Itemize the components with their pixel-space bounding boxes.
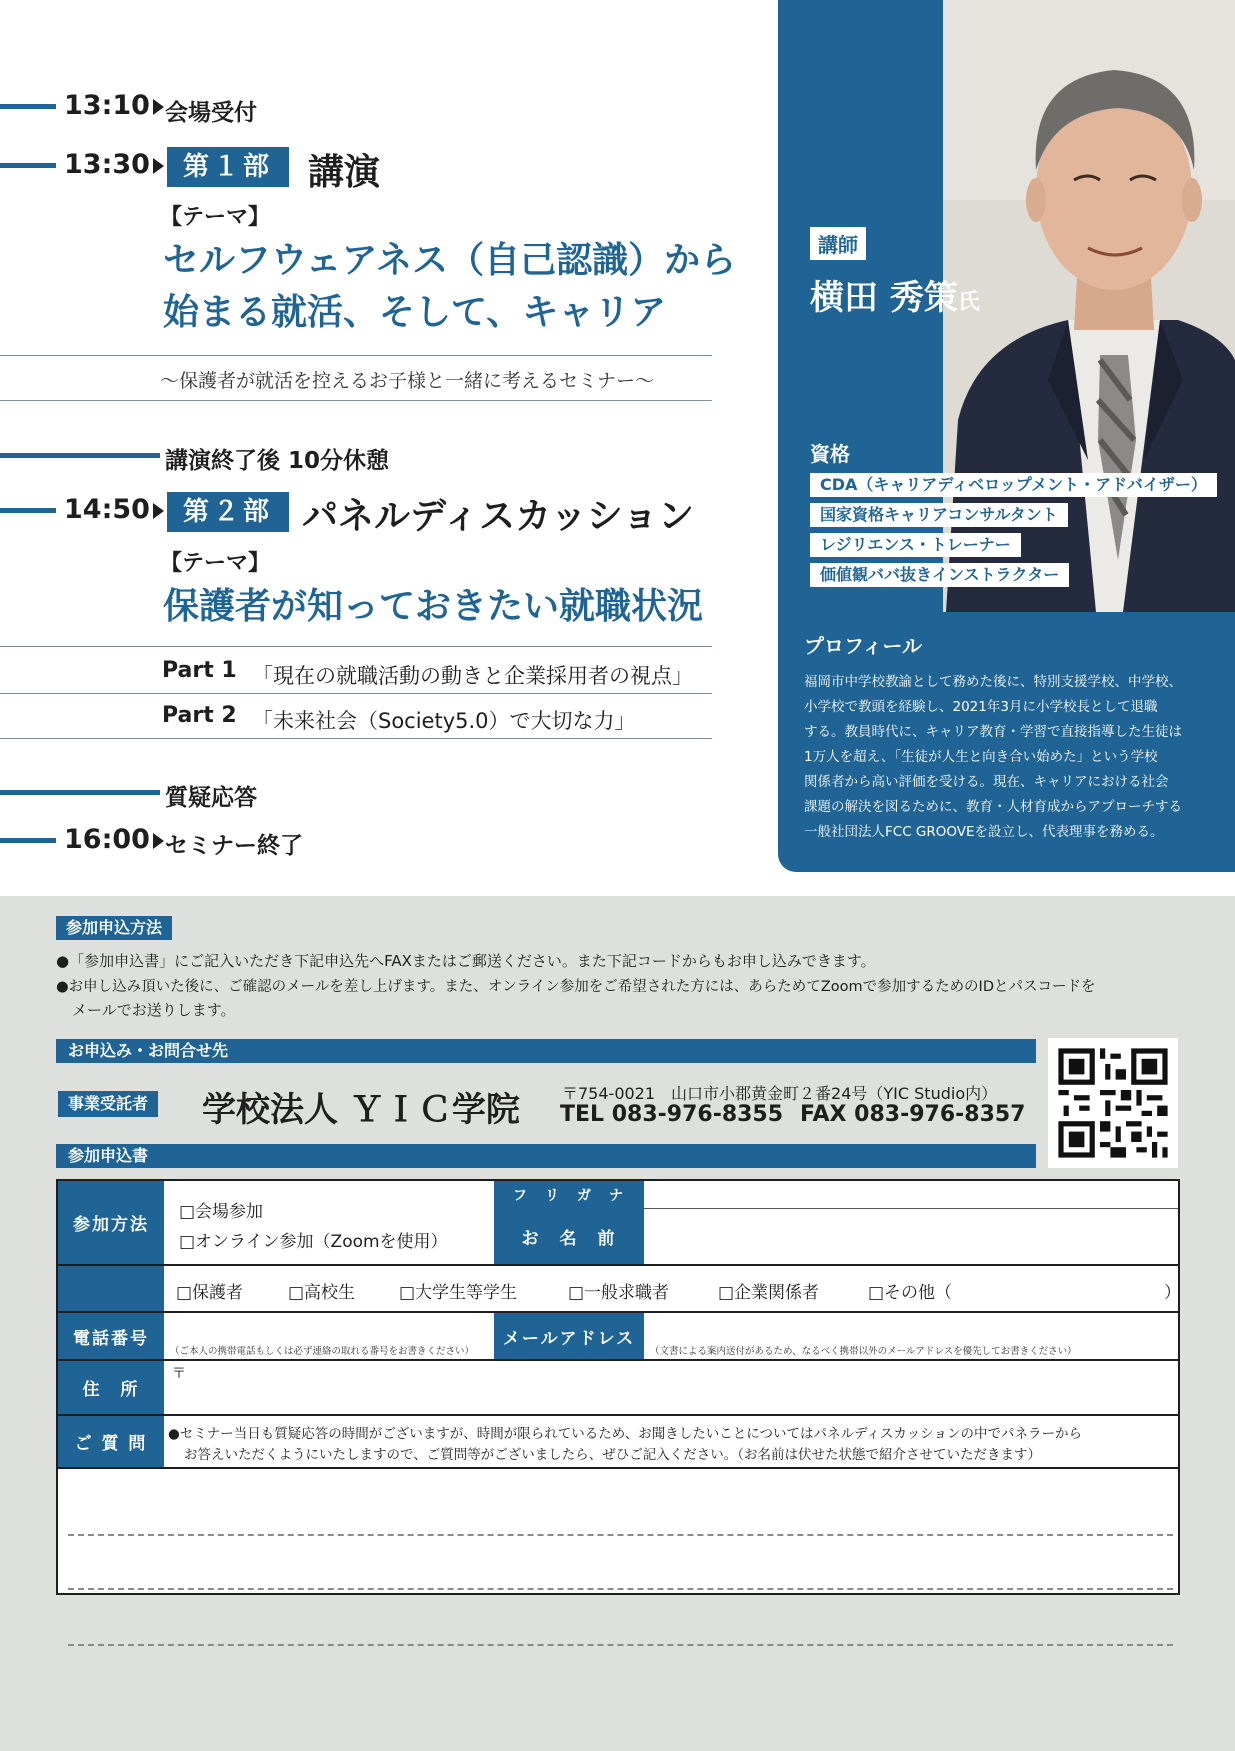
furigana-label: フ リ ガ ナ: [494, 1181, 644, 1209]
qa-label: 質疑応答: [165, 785, 257, 811]
divider: [0, 400, 712, 401]
profile-text: 福岡市中学校教諭として務めた後に、特別支援学校、中学校、 小学校で教頭を経験し、2021年3月に小学校長として退職 する。教員時代に、キャリア教育・学習で直接指導した生徒は 1万人を超え、「生徒が人生と向き合い始めた」という学校 関係者から高い評価を受ける。現在、キャリアにおける社会 課題の解決を図るために、教育・人材育成からアプローチする 一般社団法人FCC GROOVEを設立し、代表理事を務める。: [804, 674, 1182, 840]
divider: [0, 738, 712, 739]
timeline-bar-3: [0, 508, 56, 513]
part1-theme-line1: セルフウェアネス（自己認識）から: [163, 240, 737, 281]
category-jobseeker[interactable]: □一般求職者: [568, 1283, 670, 1303]
application-form-table: [56, 1179, 1180, 1595]
part2-title: パネルディスカッション: [302, 496, 695, 537]
qualification-item: 国家資格キャリアコンサルタント: [810, 503, 1068, 527]
part2-item2-label: Part 2: [162, 703, 237, 728]
method-bullet-2: ●お申し込み頂いた後に、ご確認のメールを差し上げます。また、オンライン参加をご希望された方には、あらためてZoomで参加するためのIDとパスコードを: [56, 979, 1096, 995]
operator-name: 学校法人 ＹＩＣ学院: [202, 1090, 520, 1130]
phone-field[interactable]: [164, 1313, 494, 1361]
part2-item2-text: 「未来社会（Society5.0）で大切な力」: [252, 709, 636, 733]
furigana-field[interactable]: [644, 1181, 1178, 1209]
part1-subtitle: 〜保護者が就活を控えるお子様と一緒に考えるセミナー〜: [160, 370, 655, 392]
part1-title: 講演: [308, 152, 381, 193]
time-1600: 16:00: [64, 824, 168, 855]
timeline-bar-1: [0, 104, 56, 109]
event-reception: 会場受付: [165, 100, 257, 126]
time-1330: 13:30: [64, 149, 168, 180]
event-end: セミナー終了: [165, 833, 303, 859]
category-other-close: ）: [1164, 1283, 1181, 1303]
email-field[interactable]: [644, 1313, 1178, 1361]
question-answer-area[interactable]: [58, 1469, 1178, 1593]
break-label: 講演終了後 10分休憩: [165, 448, 390, 474]
category-options: [164, 1266, 1181, 1313]
part1-theme-label: 【テーマ】: [160, 205, 271, 230]
qualifications-heading: 資格: [810, 442, 850, 466]
part2-badge: 第２部: [167, 492, 289, 532]
email-label: メールアドレス: [494, 1313, 644, 1361]
tel-number: TEL 083-976-8355: [560, 1102, 784, 1127]
option-online[interactable]: □オンライン参加（Zoomを使用）: [179, 1232, 448, 1252]
name-field[interactable]: [644, 1209, 1178, 1266]
qualification-item: 価値観ババ抜きインストラクター: [810, 563, 1069, 587]
option-venue[interactable]: □会場参加: [179, 1202, 264, 1222]
phone-label: 電話番号: [58, 1313, 164, 1361]
answer-line: [68, 1588, 1173, 1590]
part2-item1-label: Part 1: [162, 658, 237, 683]
method-label: 参加方法: [58, 1181, 164, 1266]
category-label: [58, 1266, 164, 1313]
address-field[interactable]: [164, 1361, 1178, 1416]
divider: [0, 693, 712, 694]
application-section: [0, 896, 1235, 1751]
part2-theme-title: 保護者が知っておきたい就職状況: [163, 586, 704, 627]
method-heading: 参加申込方法: [56, 916, 172, 940]
part2-theme-label: 【テーマ】: [160, 551, 271, 576]
timeline-bar-4: [0, 838, 56, 843]
arrow-right-icon: [153, 99, 164, 115]
qualification-item: CDA（キャリアディベロップメント・アドバイザー）: [810, 473, 1217, 497]
contact-bar: お申込み・お問合せ先: [56, 1039, 1036, 1063]
form-bar: 参加申込書: [56, 1144, 1036, 1168]
method-bullet-1: ●「参加申込書」にご記入いただき下記申込先へFAXまたはご郵送ください。また下記コードからもお申し込みできます。: [56, 952, 876, 970]
category-company[interactable]: □企業関係者: [718, 1283, 820, 1303]
phone-note: （ご本人の携帯電話もしくは必ず連絡の取れる番号をお書きください）: [170, 1346, 475, 1357]
answer-line: [68, 1644, 1173, 1646]
qualification-item: レジリエンス・トレーナー: [810, 533, 1021, 557]
address-label: 住 所: [58, 1361, 164, 1416]
timeline-bar-qa: [0, 790, 160, 795]
postal-address: 〒754-0021 山口市小郡黄金町２番24号（YIC Studio内）: [562, 1084, 998, 1103]
timeline-bar-2: [0, 163, 56, 168]
category-university[interactable]: □大学生等学生: [399, 1283, 518, 1303]
time-1310: 13:10: [64, 90, 168, 121]
arrow-right-icon: [153, 833, 164, 849]
category-highschool[interactable]: □高校生: [288, 1283, 356, 1303]
arrow-right-icon: [153, 503, 164, 519]
part2-item1-text: 「現在の就職活動の動きと企業採用者の視点」: [252, 664, 693, 688]
email-note: （文書による案内送付があるため、なるべく携帯以外のメールアドレスを優先してお書きください）: [650, 1346, 1077, 1357]
speaker-panel: [778, 0, 1235, 872]
method-options: [164, 1181, 494, 1266]
arrow-right-icon: [153, 158, 164, 174]
time-1450: 14:50: [64, 494, 168, 525]
divider: [0, 355, 712, 356]
category-parent[interactable]: □保護者: [176, 1283, 244, 1303]
speaker-role-badge: 講師: [810, 227, 866, 260]
operator-tag: 事業受託者: [58, 1091, 158, 1117]
question-note: ●セミナー当日も質疑応答の時間がございますが、時間が限られているため、お聞きしたいことについてはパネルディスカッションの中でパネラーから お答えいただくようにいたしますので、ご質問等がございましたら、ぜひご記入ください。（お名前は伏せた状態で紹介させていただきます）: [164, 1416, 1178, 1469]
timeline-bar-break: [0, 453, 160, 458]
question-label: ご 質 問: [58, 1416, 164, 1469]
part1-badge: 第１部: [167, 147, 289, 187]
divider: [0, 646, 712, 647]
qr-code[interactable]: [1048, 1038, 1178, 1168]
part1-theme-line2: 始まる就活、そして、キャリア: [163, 292, 667, 333]
profile-heading: プロフィール: [804, 634, 922, 658]
answer-line: [68, 1534, 1173, 1536]
postal-mark: 〒: [172, 1366, 186, 1382]
name-label: お 名 前: [494, 1209, 644, 1266]
fax-number: FAX 083-976-8357: [800, 1102, 1026, 1127]
category-other[interactable]: □その他（: [868, 1283, 953, 1303]
speaker-name: 横田 秀策氏: [810, 278, 980, 318]
method-bullet-3: メールでお送りします。: [72, 1001, 236, 1019]
